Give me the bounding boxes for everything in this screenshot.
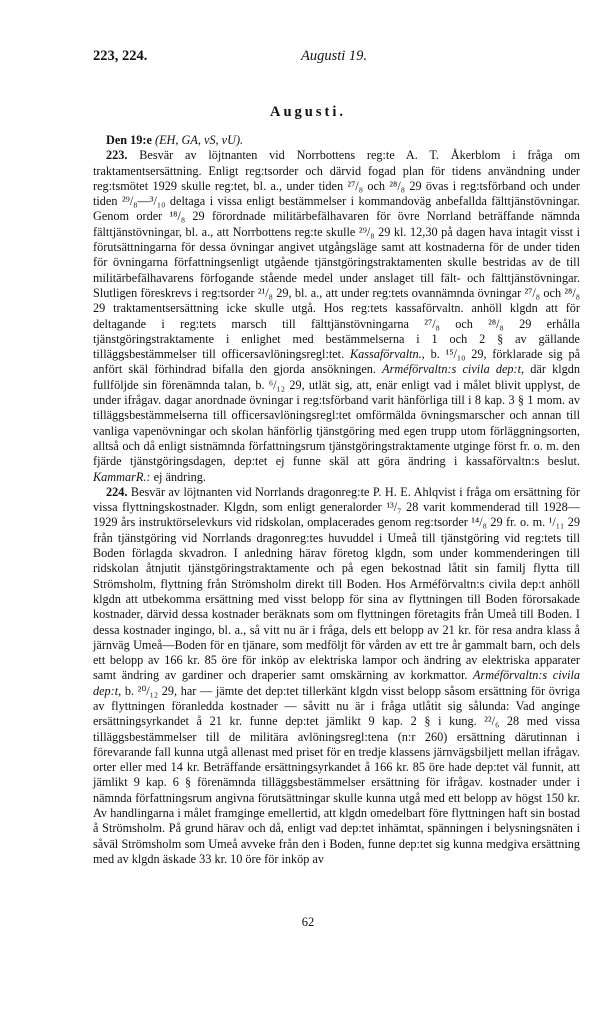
- session-date: Den 19:e: [106, 133, 152, 147]
- section-title: Augusti.: [270, 104, 346, 120]
- running-date: Augusti 19.: [301, 48, 368, 64]
- bench-members: (EH, GA, vS, vU).: [155, 133, 244, 147]
- case-text: b. ²⁰/₁₂ 29, har — jämte det dep:tet tillerkänt klgdn visst belopp såsom ersättning för övriga av flyttningen föranledda kostnader — såvitt nu är i fråga utlåtit sig sålunda: Vad anginge ersättningsyrkandet å 21 kr. funne dep:tet jämlikt 9 kap. 2 § i kung. ²²/₆ 28 med vissa tilläggsbestämmelser till de militära avlöningsregl:tena (n:r 260) ersättning därutinnan i förevarande fall kunna utgå allenast med priset för en tredje klassens järnvägsbiljett mellan ifrågav. orter eller med 14 kr. Beträffande ersättningsyrkandet å 166 kr. 85 öre hade dep:tet väl funnit, att jämlikt 9 kap. 6 § förenämnda tilläggsbestämmelser ersättning för ifrågav. kostnader under i nämnda författningsrum angivna förutsättningar skulle kunna utgå med ett belopp av högst 150 kr. Av handlingarna i målet framginge emellertid, att klgdn omedelbart före flyttningen haft sin bostad å Strömsholm. På grund härav och då, enligt vad dep:tet inhämtat, spänningen i belysningsnäten i såväl Strömsholm som Umeå avveke från den i Boden, funne dep:tet sig kunna medgiva ersättning med av klgdn äskade 33 kr. 10 öre för inköp av: [93, 683, 581, 866]
- case-text: Besvär av löjtnanten vid Norrbottens reg:te A. T. Åkerblom i fråga om traktamentsersättning. Enligt reg:tsorder och därvid fogad plan för tidens användning under reg:tsmötet 1929 skulle reg:tet, bl. a., under tiden ²⁷/₈ och ²⁸/₈ 29 övas i reg:tsförband och under tiden ²⁹/₈—³/₁₀ deltaga i vissa enligt bestämmelser i kommandoväg anbefallda fälttjänstövningar. Genom order ¹⁸/₈ 29 förordnade militärbefälhavaren för övre Norrland beträffande nämnda fälttjänstövningar, bl. a., att Norrbottens reg:te skulle ²⁹/₈ 29 kl. 12,30 på dagen hava intagit visst i förutsättningarna för dessa övningar angivet utgångsläge samt att kostnaderna för de under tiden för övningarna författningsenligt utgående tjänstgöringstraktamenten skulle bestridas av de till militärbefälhavarens förfogande stående medel under anslaget till fält- och fälttjänstövningar. Slutligen föreskrevs i reg:tsorder ²¹/₈ 29, bl. a., att under reg:tets ovannämnda övningar ²⁷/₈ och ²⁸/₈ 29 traktamentsersättning icke skulle utgå. Hos reg:tets kassaförvaltn. anhöll klgdn att för deltagande i reg:tets marsch till fälttjänstövningarna ²⁷/₈ och ²⁸/₈ 29 erhålla tjänstgöringstraktamente i enlighet med bestämmelserna i 1 och 2 § av gällande tilläggsbestämmelser till officersavlöningsregl:tet.: [93, 148, 581, 362]
- case-text: , b. ¹⁵/₁₀ 29, förklarade sig på anfört skäl förhindrad bifalla den gjorda ansökningen.: [93, 347, 581, 377]
- authority-name: Arméförvaltn:s civila dep:t,: [93, 668, 580, 698]
- case-number: 223.: [106, 148, 128, 163]
- running-head: [93, 48, 578, 68]
- case-number: 224.: [106, 484, 128, 499]
- authority-name: Arméförvaltn:s civila dep:t,: [382, 362, 525, 377]
- authority-name: Kassaförvaltn.: [349, 347, 422, 362]
- case-range: 223, 224.: [93, 48, 148, 64]
- case-entry-223: [93, 148, 580, 485]
- page-number: 62: [301, 915, 315, 929]
- case-entry-224: [93, 485, 580, 867]
- session-date-line: [93, 133, 580, 148]
- case-text: där klgdn fullföljde sin förenämnda talan, b. ⁶/₁₂ 29, utlät sig, att, enär enligt vad i målet blivit upplyst, de under ifrågav. dagar anordnade övningar i reg:tsförband varit hänförliga till i 8 kap. 3 § 1 mom. av tilläggsbestämmelserna till officersavlöningsregl:tet omförmälda övningsmarscher och annan till vanliga vapenövningar och skolan hänförlig tjänstgöring med egen trupp utom förläggningsorten, alltså och då enligt sistnämnda författningsrum tjänstgöringstraktamente utginge först fr. o. m. den fjärde tjänstgöringsdagen, dep:tet ej funne skäl att göra ändring i kassaförvaltn:s beslut.: [93, 362, 580, 469]
- ruling-text: ej ändring.: [153, 469, 206, 484]
- court-name: KammarR.:: [93, 469, 151, 484]
- case-text: Besvär av löjtnanten vid Norrlands dragonreg:te P. H. E. Ahlqvist i fråga om ersättning för vissa flyttningskostnader. Klgdn, som enligt generalorder ¹³/₇ 28 varit kommenderad till 1928—1929 års instruktörselevkurs vid ridskolan, omplacerades genom reg:tsorder ¹⁴/₈ 29 fr. o. m. ¹/₁₁ 29 från tjänstgöring vid Norrlands dragonreg:tes huvuddel i Umeå till tjänstgöring vid reg:tets till Boden förlagda skvadron. I anledning härav företog klgdn, som under kommenderingen till ridskolan åtnjutit tjänstgöringstraktamente och på egen bekostnad låtit sin familj flytta till Strömsholm, flyttning från Strömsholm direkt till Boden. Hos Arméförvaltn:s civila dep:t anhöll klgdn att utbekomma ersättning med visst belopp för sina av flyttningen till Boden förorsakade kostnader, därvid dessa kostnader beräknats som om flyttningen företagits från Umeå till Boden. I dessa kostnader ingingo, bl. a., så vitt nu är i fråga, dels ett belopp av 21 kr. för resa andra klass å järnväg Umeå—Boden för en tjänare, som medföljt för vården av ett tre år gammalt barn, och dels ett belopp av 166 kr. 85 öre för inköp av elektriska lampor och ändring av elektriska apparater samt ändring av gardiner och draperier samt omskärning av korkmattor.: [93, 484, 580, 683]
- body-text: [93, 133, 580, 867]
